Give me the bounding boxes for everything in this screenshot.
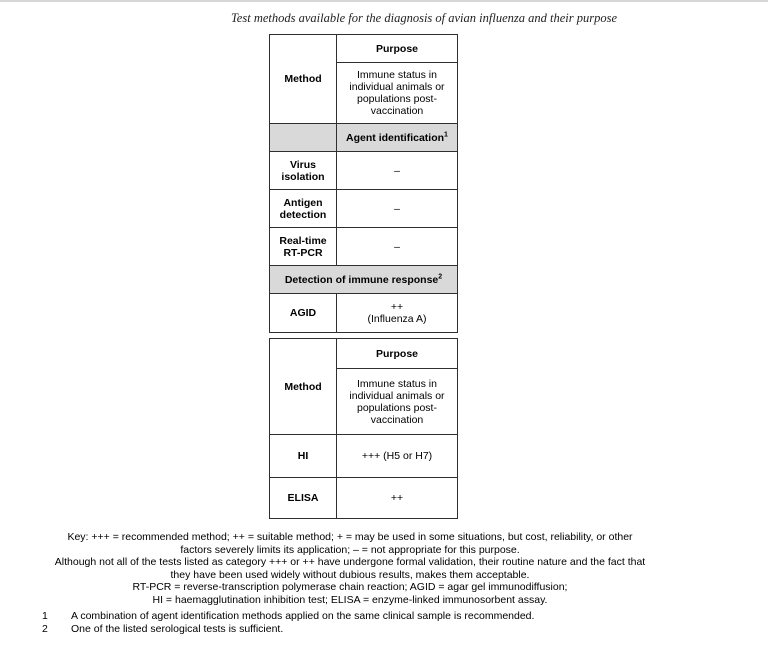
table-caption: Test methods available for the diagnosis of avian influenza and their purpose bbox=[231, 11, 617, 25]
footnote-number: 1 bbox=[42, 610, 48, 622]
method-hi: HI bbox=[270, 435, 337, 478]
table-row bbox=[270, 339, 458, 369]
key-line-2: factors severely limits its application; – = not appropriate for this purpose. bbox=[180, 543, 520, 556]
table-row bbox=[270, 435, 458, 478]
test-methods-table bbox=[269, 34, 458, 333]
abbreviation-line-1: RT-PCR = reverse-transcription polymerase chain reaction; AGID = agar gel immunodiffusion; bbox=[132, 581, 568, 593]
method-virus-isolation: Virus isolation bbox=[270, 152, 337, 190]
table-row bbox=[270, 478, 458, 519]
footnote-text: A combination of agent identification methods applied on the same clinical sample is recommended. bbox=[71, 610, 535, 622]
value-hi: +++ (H5 or H7) bbox=[337, 435, 458, 478]
validation-line-2: they have been used widely without dubious results, makes them acceptable. bbox=[170, 568, 530, 581]
abbreviation-line-2: HI = haemagglutination inhibition test; ELISA = enzyme-linked immunosorbent assay. bbox=[152, 593, 548, 606]
method-rt-pcr: Real-time RT-PCR bbox=[270, 228, 337, 266]
purpose-description: Immune status in individual animals or populations post-vaccination bbox=[337, 63, 458, 124]
purpose-description: Immune status in individual animals or populations post-vaccination bbox=[337, 369, 458, 435]
footnote-number: 2 bbox=[42, 622, 48, 635]
value-virus-isolation: – bbox=[337, 152, 458, 190]
key-line-1: Key: +++ = recommended method; ++ = suitable method; + = may be used in some situations, but cost, reliability, or other bbox=[67, 531, 633, 543]
footnote-2 bbox=[42, 623, 534, 636]
table-row bbox=[270, 294, 458, 333]
table-row bbox=[270, 228, 458, 266]
section-detection-immune-response bbox=[270, 266, 458, 294]
footnotes bbox=[42, 610, 534, 635]
value-agid bbox=[337, 294, 458, 333]
section-agent-identification bbox=[337, 124, 458, 152]
section-row-agent bbox=[270, 124, 458, 152]
validation-line-1: Although not all of the tests listed as category +++ or ++ have undergone formal validation, their routine nature and the fact that bbox=[54, 556, 646, 568]
table-row bbox=[270, 152, 458, 190]
table-row bbox=[270, 190, 458, 228]
method-header: Method bbox=[270, 35, 337, 124]
method-agid: AGID bbox=[270, 294, 337, 333]
section-row-immune bbox=[270, 266, 458, 294]
value-agid-rating: ++ bbox=[390, 301, 404, 313]
footnote-1 bbox=[42, 610, 534, 623]
footnote-ref-2: 2 bbox=[438, 273, 443, 280]
section-agent-label: Agent identification bbox=[346, 131, 445, 144]
test-methods-table-continued bbox=[269, 338, 458, 519]
top-rule bbox=[0, 0, 768, 2]
purpose-header: Purpose bbox=[337, 339, 458, 369]
value-rt-pcr: – bbox=[337, 228, 458, 266]
method-antigen-detection: Antigen detection bbox=[270, 190, 337, 228]
value-antigen-detection: – bbox=[337, 190, 458, 228]
method-header: Method bbox=[270, 339, 337, 435]
table-row bbox=[270, 35, 458, 63]
footnote-ref-1: 1 bbox=[444, 131, 448, 138]
footnote-text: One of the listed serological tests is sufficient. bbox=[71, 622, 284, 635]
value-elisa: ++ bbox=[337, 478, 458, 519]
method-elisa: ELISA bbox=[270, 478, 337, 519]
section-immune-label: Detection of immune response bbox=[284, 273, 439, 286]
table-notes bbox=[0, 531, 700, 606]
value-agid-note: (Influenza A) bbox=[367, 313, 427, 325]
purpose-header: Purpose bbox=[337, 35, 458, 63]
